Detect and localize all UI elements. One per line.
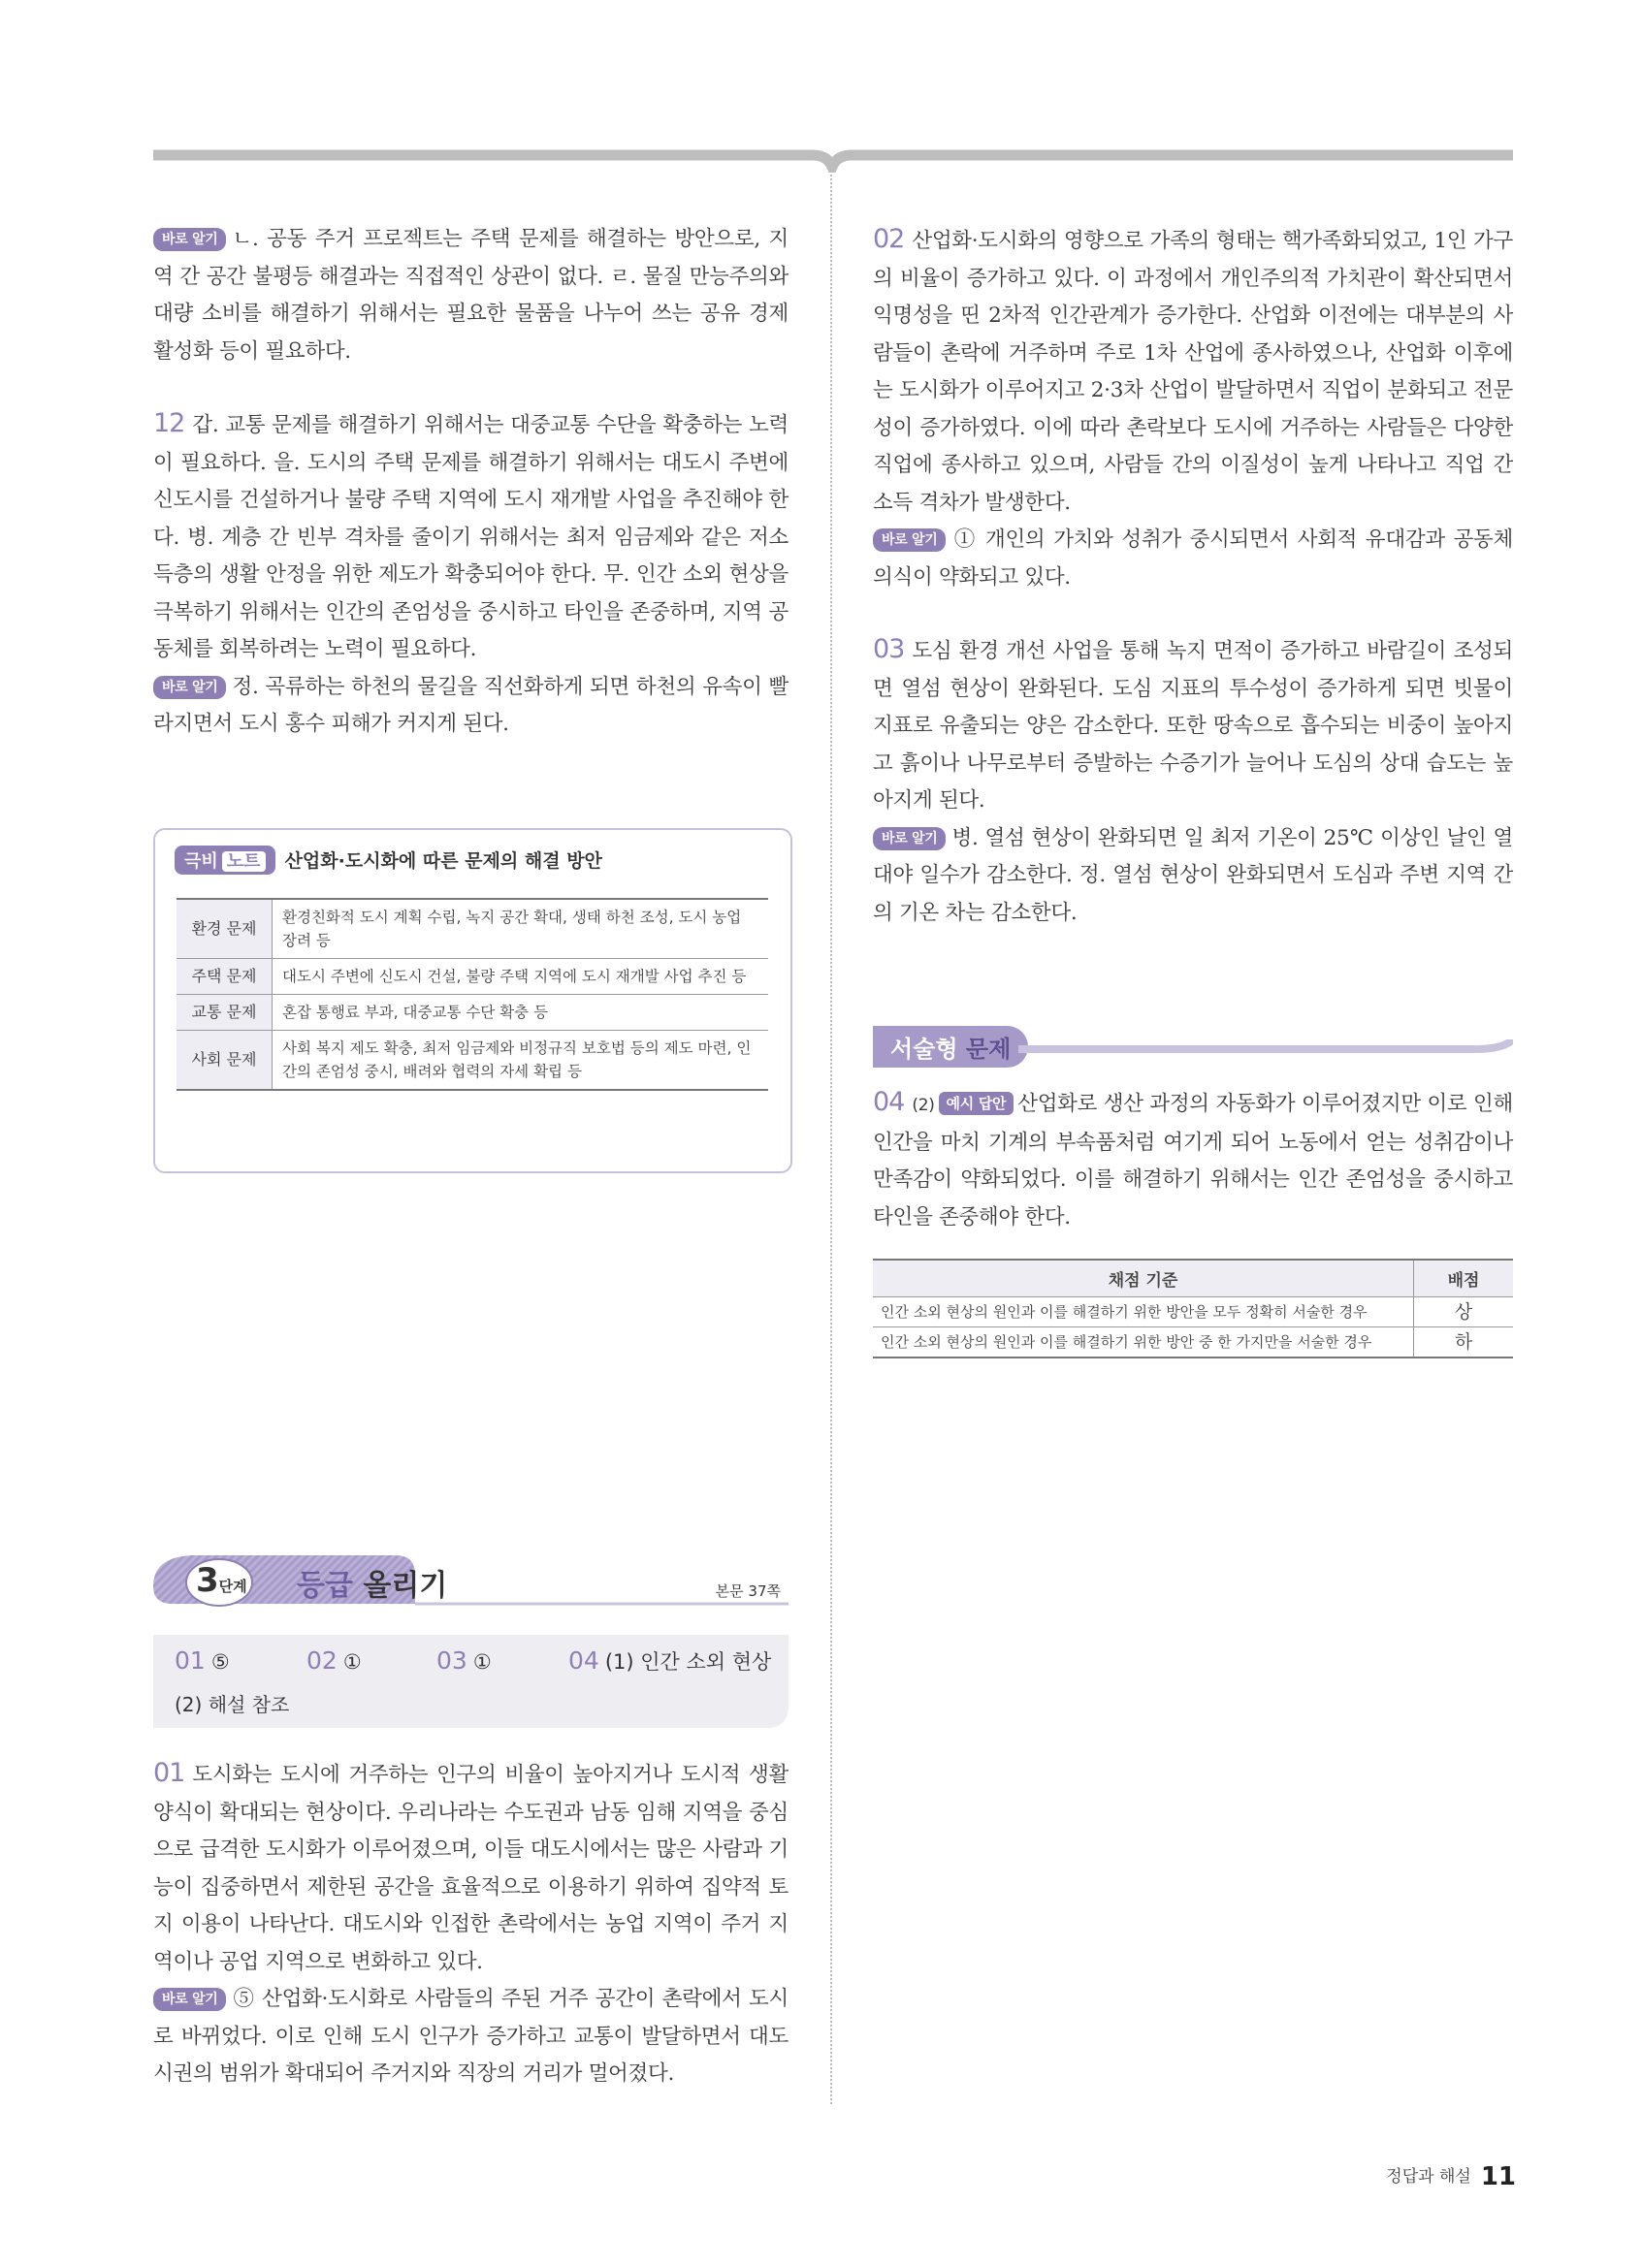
right-column	[873, 221, 1513, 932]
badge-correct: 바로 알기	[153, 1988, 226, 2011]
page-number: 11	[1480, 2162, 1516, 2191]
column-divider	[830, 175, 832, 2104]
badge-correct: 바로 알기	[153, 228, 226, 251]
q01-answer-note: 바로 알기 ⑤ 산업화·도시화로 사람들의 주된 거주 공간이 촌락에서 도시로 바뀌었다. 이로 인해 도시 인구가 증가하고 교통이 발달하면서 대도시권의 범위가 확대되어 주거지와 직장의 거리가 멀어졌다.	[153, 1987, 789, 2086]
q04-block	[873, 1084, 1513, 1236]
top-decorative-bar	[153, 144, 1513, 173]
q12-explanation: 12 갑. 교통 문제를 해결하기 위해서는 대중교통 수단을 확충하는 노력이 필요하다. 을. 도시의 주택 문제를 해결하기 위해서는 대도시 주변에 신도시를 건설하거나 불량 주택 지역에 도시 재개발 사업을 추진해야 한다. 병. 계층 간 빈부 격차를 줄이기 위해서는 최저 임금제와 같은 저소득층의 생활 안정을 위한 제도가 확충되어야 한다. 무. 인간 소외 현상을 극복하기 위해서는 인간의 존엄성을 중시하고 타인을 존중하며, 지역 공동체를 회복하려는 노력이 필요하다.	[153, 408, 789, 661]
footer-label: 정답과 해설	[1386, 2167, 1471, 2187]
q02-explanation: 02 산업화·도시화의 영향으로 가족의 형태는 핵가족화되었고, 1인 가구의 비율이 증가하고 있다. 이 과정에서 개인주의적 가치관이 확산되면서 익명성을 띤 2차적 인간관계가 증가한다. 산업화 이전에는 대부분의 사람들이 촌락에 거주하며 주로 1차 산업에 종사하였으나, 산업화 이후에는 도시화가 이루어지고 2·3차 산업이 발달하면서 직업이 분화되고 전문성이 증가하였다. 이에 따라 촌락보다 도시에 거주하는 사람들은 다양한 직업에 종사하고 있으며, 사람들 간의 이질성이 높게 나타나고 직업 간 소득 격차가 발생한다.	[873, 224, 1513, 515]
note-tag: 극비 노트	[175, 846, 275, 875]
stage-header	[153, 1548, 789, 1615]
section-header	[873, 1022, 1513, 1070]
note-box	[153, 828, 792, 1173]
note-table	[177, 898, 768, 1091]
criteria-header: 채점 기준	[873, 1260, 1414, 1297]
table-row: 환경 문제 환경친화적 도시 계획 수립, 녹지 공간 확대, 생태 하천 조성, 도시 농업 장려 등	[177, 899, 768, 959]
question-number: 04	[873, 1087, 905, 1117]
badge-correct: 바로 알기	[873, 827, 946, 850]
score-header: 배점	[1414, 1260, 1514, 1297]
table-row: 인간 소외 현상의 원인과 이를 해결하기 위한 방안을 모두 정확히 서술한 경우 상	[873, 1297, 1513, 1327]
q03-explanation: 03 도심 환경 개선 사업을 통해 녹지 면적이 증가하고 바람길이 조성되면 열섬 현상이 완화된다. 도심 지표의 투수성이 증가하게 되면 빗물이 지표로 유출되는 양은 감소한다. 또한 땅속으로 흡수되는 비중이 높아지고 흙이나 나무로부터 증발하는 수증기가 늘어나 도심의 상대 습도는 높아지게 된다.	[873, 634, 1513, 813]
question-number: 12	[153, 408, 185, 438]
answer-item: 03 ①	[436, 1646, 492, 1675]
section-title: 서술형 문제	[873, 1026, 1028, 1068]
note-box-title: 극비 노트 산업화·도시화에 따른 문제의 해결 방안	[175, 846, 602, 875]
q04-answer: 04 (2) 예시 답안 산업화로 생산 과정의 자동화가 이루어졌지만 이로 인해 인간을 마치 기계의 부속품처럼 여기게 되어 노동에서 얻는 성취감이나 만족감이 약화되었다. 이를 해결하기 위해서는 인간 존엄성을 중시하고 타인을 존중해야 한다.	[873, 1087, 1513, 1230]
q02-answer-note: 바로 알기 ① 개인의 가치와 성취가 중시되면서 사회적 유대감과 공동체 의식이 약화되고 있다.	[873, 527, 1513, 590]
answer-item: 02 ①	[306, 1646, 362, 1675]
q01-explanation: 01 도시화는 도시에 거주하는 인구의 비율이 높아지거나 도시적 생활 양식이 확대되는 현상이다. 우리나라는 수도권과 남동 임해 지역을 중심으로 급격한 도시화가 이루어졌으며, 이들 대도시에서는 많은 사람과 기능이 집중하면서 제한된 공간을 효율적으로 이용하기 위하여 집약적 토지 이용이 나타난다. 대도시와 인접한 촌락에서는 농업 지역이 주거 지역이나 공업 지역으로 변화하고 있다.	[153, 1758, 789, 1974]
answer-item-line2: (2) 해설 참조	[175, 1693, 290, 1716]
stage-header-graphic	[153, 1548, 789, 1615]
q03-answer-note: 바로 알기 병. 열섬 현상이 완화되면 일 최저 기온이 25℃ 이상인 날인 열대야 일수가 감소한다. 정. 열섬 현상이 완화되면서 도심과 주변 지역 간의 기온 차는 감소한다.	[873, 825, 1513, 925]
table-row: 인간 소외 현상의 원인과 이를 해결하기 위한 방안 중 한 가지만을 서술한 경우 하	[873, 1327, 1513, 1358]
q12-answer-note: 바로 알기 정. 곡류하는 하천의 물길을 직선화하게 되면 하천의 유속이 빨라지면서 도시 홍수 피해가 커지게 된다.	[153, 674, 789, 736]
page-reference: 본문 37쪽	[715, 1582, 781, 1600]
badge-correct: 바로 알기	[153, 676, 226, 699]
example-answer-badge: 예시 답안	[939, 1092, 1014, 1115]
badge-correct: 바로 알기	[873, 528, 946, 552]
answer-item: 01 ⑤	[175, 1646, 230, 1675]
table-row: 교통 문제 혼잡 통행료 부과, 대중교통 수단 확충 등	[177, 995, 768, 1031]
section-underline	[1018, 1039, 1513, 1059]
page-footer	[1386, 2162, 1516, 2191]
stage-label: 3단계	[196, 1561, 247, 1600]
scoring-table	[873, 1259, 1513, 1358]
stage-title: 등급 올리기	[297, 1569, 448, 1603]
left-column	[153, 221, 789, 744]
question-number: 02	[873, 224, 905, 254]
table-row: 주택 문제 대도시 주변에 신도시 건설, 불량 주택 지역에 도시 재개발 사업 추진 등	[177, 959, 768, 995]
q01-block	[153, 1755, 789, 2093]
q11-answer-note: 바로 알기 ㄴ. 공동 주거 프로젝트는 주택 문제를 해결하는 방안으로, 지역 간 공간 불평등 해결과는 직접적인 상관이 없다. ㄹ. 물질 만능주의와 대량 소비를 해결하기 위해서는 필요한 물품을 나누어 쓰는 공유 경제 활성화 등이 필요하다.	[153, 227, 789, 364]
answer-summary	[153, 1635, 789, 1728]
question-number: 03	[873, 634, 905, 664]
question-number: 01	[153, 1758, 185, 1788]
table-header-row	[873, 1260, 1513, 1297]
answer-item: 04 (1) 인간 소외 현상	[568, 1646, 772, 1675]
table-row: 사회 문제 사회 복지 제도 확충, 최저 임금제와 비정규직 보호법 등의 제도 마련, 인간의 존엄성 중시, 배려와 협력의 자세 확립 등	[177, 1031, 768, 1091]
